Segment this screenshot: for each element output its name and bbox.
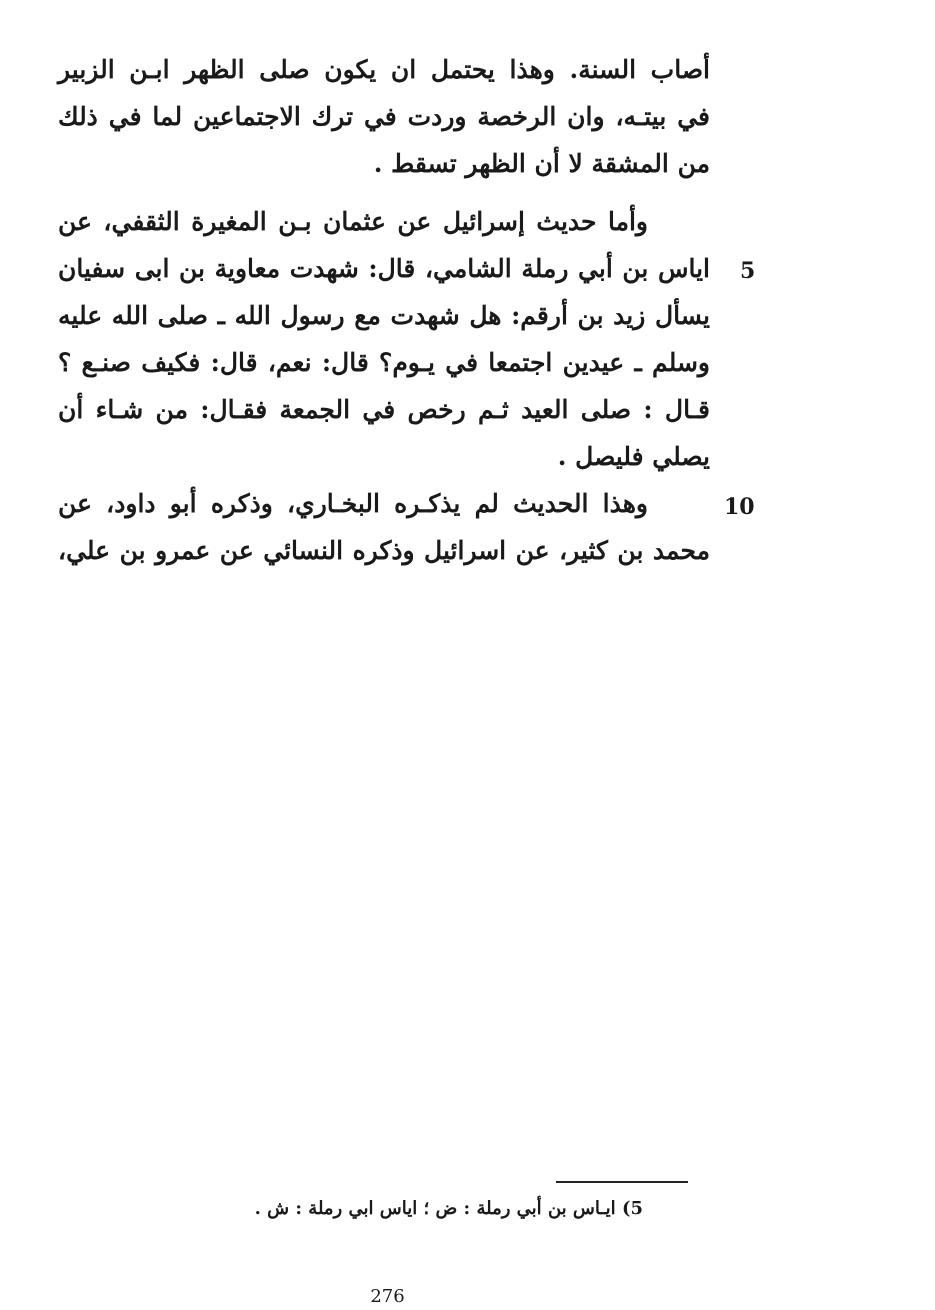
text-line: اياس بن أبي رملة الشامي، قال: شهدت معاوية بن ابى سفيان xyxy=(58,254,710,283)
footnote-divider xyxy=(556,1181,688,1183)
paragraph-2 xyxy=(58,198,710,480)
paragraph-1 xyxy=(58,46,710,187)
text-line: أصاب السنة. وهذا يحتمل ان يكون صلى الظهر ابـن الزبير xyxy=(58,55,710,84)
line-number-marker-5: 5 xyxy=(740,258,756,284)
text-line: وهذا الحديث لم يذكـره البخـاري، وذكره أبو داود، عن xyxy=(58,489,648,518)
text-line: محمد بن كثير، عن اسرائيل وذكره النسائي عن عمرو بن علي، xyxy=(58,536,710,565)
text-line: وسلم ـ عيدين اجتمعا في يـوم؟ قال: نعم، قال: فكيف صنـع ؟ xyxy=(58,348,710,377)
footnote: 5) ايـاس بن أبي رملة : ض ؛ اياس ابي رملة : ش . xyxy=(254,1198,643,1219)
text-line: من المشقة لا أن الظهر تسقط . xyxy=(373,149,710,178)
paragraph-3 xyxy=(58,480,710,574)
text-line: وأما حديث إسرائيل عن عثمان بـن المغيرة الثقفي، عن xyxy=(58,207,648,236)
line-number-marker-10: 10 xyxy=(724,494,755,520)
text-line: في بيتـه، وان الرخصة وردت في ترك الاجتماعين لما في ذلك xyxy=(58,102,710,131)
text-line: يصلي فليصل . xyxy=(557,442,710,471)
text-line: يسأل زيد بن أرقم: هل شهدت مع رسول الله ـ صلى الله عليه xyxy=(58,301,710,330)
text-line: قـال : صلى العيد ثـم رخص في الجمعة فقـال: من شـاء أن xyxy=(58,395,710,424)
page-number: 276 xyxy=(370,1286,405,1307)
